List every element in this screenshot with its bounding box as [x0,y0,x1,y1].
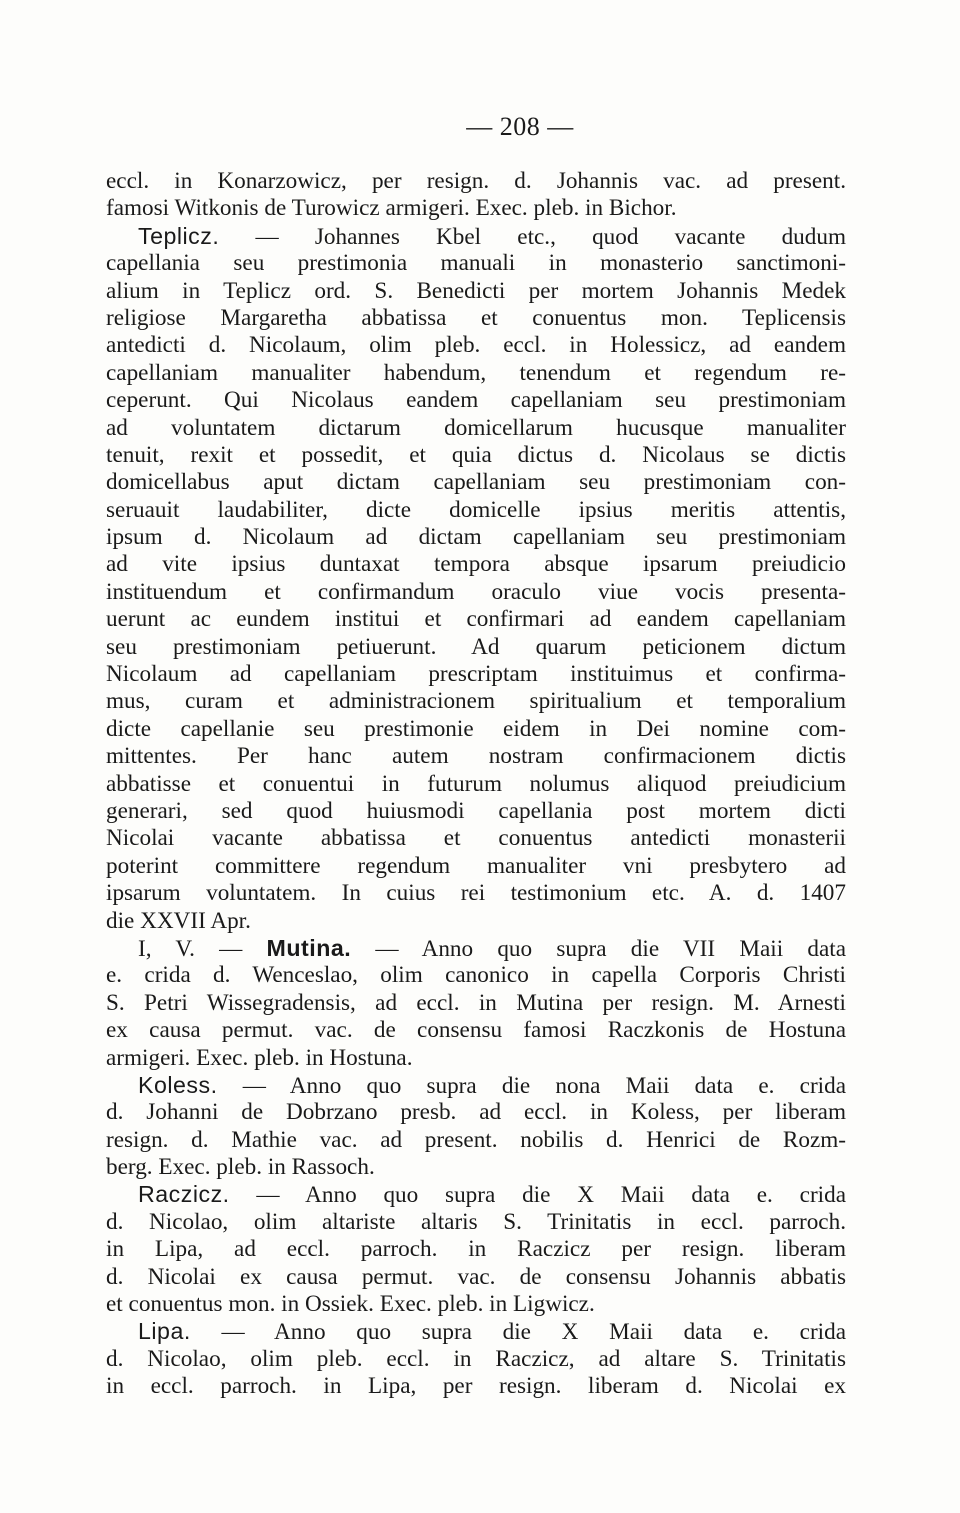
text-line [106,250,846,277]
line-text: dicte capellanie seu prestimonie eidem in Dei nomine com- [106,715,846,742]
line-text: — Anno quo supra die X Maii data e. crida [190,1319,846,1346]
line-text: e. crida d. Wenceslao, olim canonico in capella Corporis Christi [106,962,846,989]
text-line [106,1045,846,1072]
page-number: — 208 — [466,112,574,141]
line-text: d. Nicolai ex causa permut. vac. de consensu Johannis abbatis [106,1263,846,1290]
entry-heading: Mutina. [266,934,352,961]
line-text: d. Nicolao, olim pleb. eccl. in Raczicz, ad altare S. Trinitatis [106,1345,846,1372]
line-text: abbatisse et conuentui in futurum nolumus aliquod preiudicium [106,770,846,797]
text-line [106,661,846,688]
text-line [106,634,846,661]
line-text: resign. d. Mathie vac. ad present. nobilis d. Henrici de Rozm- [106,1126,846,1153]
line-text: capellaniam manualiter habendum, tenendum et regendum re- [106,359,846,386]
text-line [106,1181,846,1208]
text-line [106,387,846,414]
text-line [106,1072,846,1099]
text-line [106,880,846,907]
line-text: S. Petri Wissegradensis, ad eccl. in Mutina per resign. M. Arnesti [106,989,846,1016]
line-text: alium in Teplicz ord. S. Benedicti per mortem Johannis Medek [106,277,846,304]
line-text: in Lipa, ad eccl. parroch. in Raczicz per resign. liberam [106,1236,846,1263]
text-line [106,716,846,743]
line-text: ceperunt. Qui Nicolaus eandem capellaniam seu prestimoniam [106,387,846,414]
text-line [106,1236,846,1263]
text-line [106,332,846,359]
text-line [106,743,846,770]
line-text: antedicti d. Nicolaum, olim pleb. eccl. in Holessicz, ad eandem [106,332,846,359]
text-line [106,1318,846,1345]
text-line [106,360,846,387]
entry-heading: Koless. [138,1071,218,1098]
text-line [106,1346,846,1373]
line-text: religiose Margaretha abbatissa et conuentus mon. Teplicensis [106,304,846,331]
line-text: poterint committere regendum manualiter vni presbytero ad [106,852,846,879]
text-line [106,415,846,442]
line-text: Nicolai vacante abbatissa et conuentus antedicti monasterii [106,825,846,852]
line-text: ipsum d. Nicolaum ad dictam capellaniam seu prestimoniam [106,524,846,551]
text-line [106,1154,846,1181]
line-text: d. Johanni de Dobrzano presb. ad eccl. in Koless, per liberam [106,1099,846,1126]
text-line [106,962,846,989]
text-line [106,935,846,962]
text-line [106,551,846,578]
text-line [106,469,846,496]
text-line [106,1291,846,1318]
line-text: seruauit laudabiliter, dicte domicelle ipsius meritis attentis, [106,496,846,523]
text-line [106,688,846,715]
text-line [106,1099,846,1126]
line-text: ipsarum voluntatem. In cuius rei testimonium etc. A. d. 1407 [106,880,846,907]
text-line [106,1209,846,1236]
line-text: uerunt ac eundem institui et confirmari ad eandem capellaniam [106,606,846,633]
line-text: capellania seu prestimonia manuali in monasterio sanctimoni- [106,250,846,277]
line-text: mus, curam et administracionem spiritualium et temporalium [106,688,846,715]
body-text [106,168,846,1401]
line-text: — Johannes Kbel etc., quod vacante dudum [219,223,846,250]
line-text: instituendum et confirmandum oraculo viue vocis presenta- [106,578,846,605]
line-text: — Anno quo supra die nona Maii data e. crida [217,1072,846,1099]
text-line [106,168,846,195]
text-line [106,798,846,825]
line-text: — Anno quo supra die VII Maii data [351,935,847,962]
text-line [106,305,846,332]
text-line [106,1373,846,1400]
line-text: famosi Witkonis de Turowicz armigeri. Exec. pleb. in Bichor. [106,195,677,222]
line-text: eccl. in Konarzowicz, per resign. d. Johannis vac. ad present. [106,168,846,194]
entry-prefix: I, V. — [138,935,267,962]
entry-heading: Teplicz. [138,222,220,249]
line-text: mittentes. Per hanc autem nostram confirmacionem dictis [106,743,846,770]
line-text: Nicolaum ad capellaniam prescriptam instituimus et confirma- [106,661,846,688]
text-line [106,223,846,250]
text-line [106,771,846,798]
text-line [106,990,846,1017]
line-text: generari, sed quod huiusmodi capellania post mortem dicti [106,797,846,824]
text-line [106,195,846,222]
line-text: — Anno quo supra die X Maii data e. crida [229,1182,846,1209]
text-line [106,497,846,524]
text-line [106,853,846,880]
line-text: d. Nicolao, olim altariste altaris S. Trinitatis in eccl. parroch. [106,1208,846,1235]
text-line [106,606,846,633]
text-line [106,1017,846,1044]
line-text: tenuit, rexit et possedit, et quia dictus d. Nicolaus se dictis [106,441,846,468]
text-line [106,524,846,551]
line-text: et conuentus mon. in Ossiek. Exec. pleb. in Ligwicz. [106,1291,595,1318]
line-text: ad vite ipsius duntaxat tempora absque ipsarum preiudicio [106,551,846,578]
entry-heading: Lipa. [138,1318,191,1345]
line-text: armigeri. Exec. pleb. in Hostuna. [106,1044,413,1071]
text-line [106,442,846,469]
line-text: ad voluntatem dictarum domicellarum hucusque manualiter [106,414,846,441]
text-line [106,908,846,935]
entry-heading: Raczicz. [138,1181,230,1208]
line-text: die XXVII Apr. [106,907,251,934]
text-line [106,1264,846,1291]
line-text: seu prestimoniam petiuerunt. Ad quarum peticionem dictum [106,633,846,660]
line-text: in eccl. parroch. in Lipa, per resign. liberam d. Nicolai ex [106,1373,846,1400]
text-line [106,278,846,305]
text-line [106,1127,846,1154]
line-text: domicellabus aput dictam capellaniam seu prestimoniam con- [106,469,846,496]
text-line [106,825,846,852]
text-line [106,579,846,606]
line-text: ex causa permut. vac. de consensu famosi Raczkonis de Hostuna [106,1017,846,1044]
line-text: berg. Exec. pleb. in Rassoch. [106,1154,375,1181]
